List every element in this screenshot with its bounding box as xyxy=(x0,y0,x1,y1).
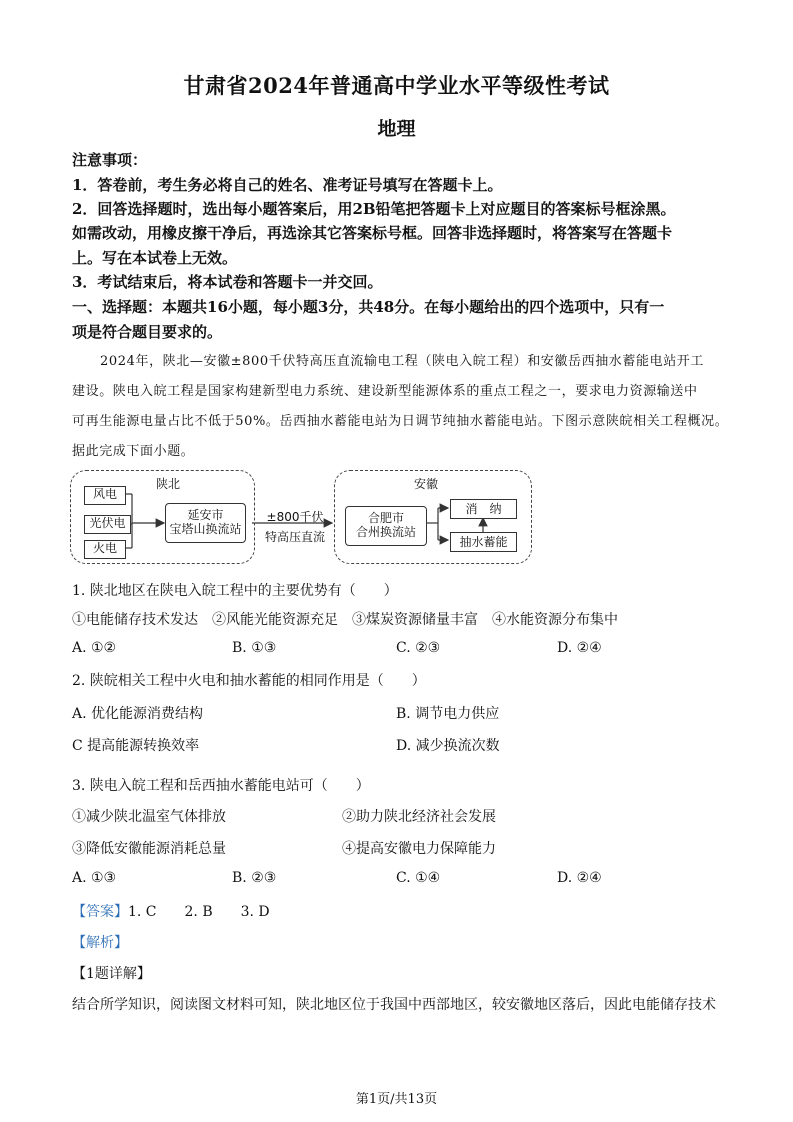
station-yanan-name: 宝塔山换流站 xyxy=(169,522,242,537)
pumped-storage-box xyxy=(450,532,517,552)
exam-title: 甘肃省2024年普通高中学业水平等级性考试 xyxy=(183,73,610,98)
source-thermal-box xyxy=(84,540,126,559)
source-solar-box xyxy=(84,515,131,534)
question-2-stem: 2. 陕皖相关工程中火电和抽水蓄能的相同作用是（ ） xyxy=(72,673,426,689)
notice-item-2-cont: 如需改动，用橡皮擦干净后，再选涂其它答案标号框。回答非选择题时，将答案写在答题卡 xyxy=(72,224,673,242)
question-1-stem: 1. 陕北地区在陕电入皖工程中的主要优势有（ ） xyxy=(72,583,398,599)
consume-label: 消 纳 xyxy=(465,502,502,516)
analysis-label: 【解析】 xyxy=(72,935,128,951)
transmission-type-label: 特高压直流 xyxy=(264,530,325,544)
material-line-4: 据此完成下面小题。 xyxy=(72,444,195,459)
question-2-option-d: D. 减少换流次数 xyxy=(396,738,500,754)
notice-item-2: 2．回答选择题时，选出每小题答案后，用2B铅笔把答题卡上对应题目的答案标号框涂黑。 xyxy=(72,200,676,218)
source-wind-box xyxy=(84,486,126,505)
pumped-storage-label: 抽水蓄能 xyxy=(459,535,508,549)
question-2-option-c: C 提高能源转换效率 xyxy=(72,738,200,754)
question-3-option-b: B. ②③ xyxy=(232,870,277,886)
section-heading: 一、选择题：本题共16小题，每小题3分，共48分。在每小题给出的四个选项中，只有一 xyxy=(72,298,665,316)
question-1-statements: ①电能储存技术发达 ②风能光能资源充足 ③煤炭资源储量丰富 ④水能资源分布集中 xyxy=(72,612,618,628)
notice-item-1: 1．答卷前，考生务必将自己的姓名、准考证号填写在答题卡上。 xyxy=(72,176,503,194)
material-line-2: 建设。陕电入皖工程是国家构建新型电力系统、建设新型能源体系的重点工程之一，要求电力资源输送中 xyxy=(72,384,698,399)
answer-line xyxy=(72,901,270,921)
section-heading-cont: 项是符合题目要求的。 xyxy=(72,323,223,341)
source-wind-label: 风电 xyxy=(92,487,117,501)
material-line-3: 可再生能源电量占比不低于50%。岳西抽水蓄能电站为日调节纯抽水蓄能电站。下图示意陕皖相关工程概况。 xyxy=(72,414,729,429)
question-3-statement-1: ①减少陕北温室气体排放 xyxy=(72,809,226,825)
answer-values: 1. C 2. B 3. D xyxy=(128,904,270,920)
question-1-option-a: A. ①② xyxy=(72,640,117,656)
detail-text: 结合所学知识，阅读图文材料可知，陕北地区位于我国中西部地区，较安徽地区落后，因此电能储存技术 xyxy=(72,997,716,1013)
station-hefei-box xyxy=(345,506,427,546)
consume-box xyxy=(450,499,517,519)
energy-flow-diagram xyxy=(70,470,540,566)
region-shaanbei-label: 陕北 xyxy=(156,477,181,491)
question-3-option-a: A. ①③ xyxy=(72,870,117,886)
question-3-statement-2: ②助力陕北经济社会发展 xyxy=(342,809,496,825)
exam-subject: 地理 xyxy=(377,118,416,140)
station-hefei-city: 合肥市 xyxy=(367,511,404,525)
question-3-statement-3: ③降低安徽能源消耗总量 xyxy=(72,841,226,857)
question-3-option-d: D. ②④ xyxy=(557,870,602,886)
question-2-option-a: A. 优化能源消费结构 xyxy=(72,706,204,722)
source-thermal-label: 火电 xyxy=(92,541,117,555)
notice-heading: 注意事项： xyxy=(72,151,148,169)
transmission-voltage-label: ±800千伏 xyxy=(266,510,324,524)
notice-item-2-end: 上。写在本试卷上无效。 xyxy=(72,249,238,267)
question-1-option-c: C. ②③ xyxy=(396,640,441,656)
question-3-statement-4: ④提高安徽电力保障能力 xyxy=(342,841,496,857)
notice-item-3: 3．考试结束后，将本试卷和答题卡一并交回。 xyxy=(72,273,383,291)
answer-label: 【答案】 xyxy=(72,904,128,920)
material-line-1: 2024年，陕北—安徽±800千伏特高压直流输电工程（陕电入皖工程）和安徽岳西抽水蓄能电站开工 xyxy=(100,354,704,369)
source-solar-label: 光伏电 xyxy=(89,516,126,530)
region-anhui-label: 安徽 xyxy=(414,477,439,491)
question-3-stem: 3. 陕电入皖工程和岳西抽水蓄能电站可（ ） xyxy=(72,778,370,794)
detail-heading: 【1题详解】 xyxy=(72,966,151,982)
question-1-option-b: B. ①③ xyxy=(232,640,277,656)
station-yanan-box xyxy=(165,503,246,543)
question-1-option-d: D. ②④ xyxy=(557,640,602,656)
question-2-option-b: B. 调节电力供应 xyxy=(396,706,500,722)
page-number: 第1页/共13页 xyxy=(355,1092,438,1107)
station-hefei-name: 合州换流站 xyxy=(355,525,416,540)
question-3-option-c: C. ①④ xyxy=(396,870,441,886)
station-yanan-city: 延安市 xyxy=(187,508,224,522)
